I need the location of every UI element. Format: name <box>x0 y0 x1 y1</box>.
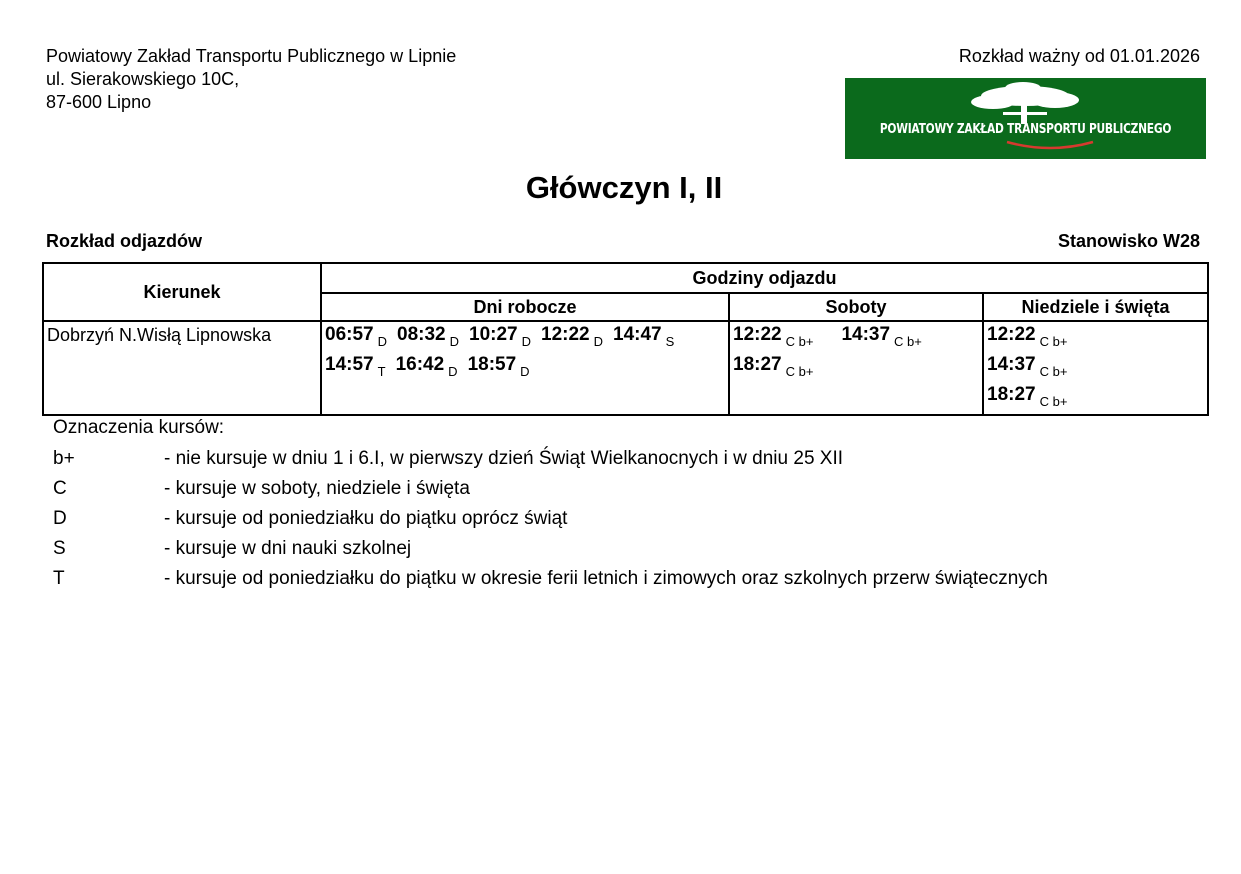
departure-time: 08:32 <box>397 324 446 345</box>
legend-item <box>53 478 1048 508</box>
departure-time: 14:37 <box>841 324 891 345</box>
legend-code: C <box>53 478 67 499</box>
course-code: D <box>521 334 531 349</box>
departure-time: 14:47 <box>613 324 662 345</box>
saturdays-times <box>729 321 983 415</box>
departure <box>395 354 458 379</box>
weekdays-header: Dni robocze <box>321 293 729 321</box>
legend-item <box>53 538 1048 568</box>
platform-label: Stanowisko W28 <box>1057 231 1200 251</box>
course-code: D <box>593 334 603 349</box>
departure-time: 16:42 <box>395 354 445 375</box>
operator-street: ul. Sierakowskiego 10C, <box>46 69 240 89</box>
legend-code: D <box>53 508 67 529</box>
legend-description: - kursuje od poniedziałku do piątku oprócz świąt <box>164 508 568 529</box>
departure-time: 12:22 <box>987 324 1036 345</box>
timetable-label: Rozkład odjazdów <box>46 231 203 251</box>
operator-address <box>46 45 456 114</box>
departure-row <box>325 354 728 384</box>
logo-text: POWIATOWY ZAKŁAD TRANSPORTU PUBLICZNEGO <box>879 122 1172 137</box>
sundays-times <box>983 321 1208 415</box>
course-code: D <box>377 334 387 349</box>
departure <box>733 354 814 379</box>
timetable <box>42 262 1209 416</box>
course-code: C b+ <box>1039 364 1068 379</box>
departure <box>987 324 1068 349</box>
sundays-header: Niedziele i święta <box>983 293 1208 321</box>
departure-time: 12:22 <box>541 324 590 345</box>
legend-description: - kursuje w dni nauki szkolnej <box>164 538 412 559</box>
course-code: C b+ <box>894 334 922 349</box>
table-row <box>43 321 1208 415</box>
operator-logo <box>845 78 1206 159</box>
course-code: D <box>449 334 459 349</box>
departure-time: 10:27 <box>469 324 518 345</box>
departure-time: 14:57 <box>325 354 374 375</box>
course-code: C b+ <box>785 334 814 349</box>
direction-name: Dobrzyń N.Wisłą Lipnowska <box>43 321 321 415</box>
departure-row <box>987 324 1207 354</box>
legend-item <box>53 448 1048 478</box>
departure <box>325 354 386 379</box>
legend-list <box>53 448 1048 598</box>
departure <box>541 324 603 349</box>
departure-row <box>987 354 1207 384</box>
departure-hours-header: Godziny odjazdu <box>321 263 1208 293</box>
course-code: T <box>377 364 386 379</box>
departure-row <box>987 384 1207 414</box>
legend-description: - nie kursuje w dniu 1 i 6.I, w pierwszy dzień Świąt Wielkanocnych i w dniu 25 XII <box>164 448 844 469</box>
departure-row <box>325 324 728 354</box>
departure <box>841 324 922 349</box>
saturdays-header: Soboty <box>729 293 983 321</box>
departure-row <box>733 354 982 384</box>
departure <box>397 324 459 349</box>
departure <box>733 324 814 349</box>
legend-code: b+ <box>53 448 75 469</box>
departure-time: 18:27 <box>987 384 1036 405</box>
course-code: D <box>520 364 530 379</box>
departure <box>325 324 387 349</box>
course-code: C b+ <box>1039 334 1068 349</box>
departure-time: 18:27 <box>733 354 782 375</box>
legend-item <box>53 508 1048 538</box>
direction-header: Kierunek <box>43 263 321 321</box>
departure-time: 18:57 <box>467 354 517 375</box>
departure-time: 12:22 <box>733 324 782 345</box>
departure-row <box>733 324 982 354</box>
course-code: D <box>448 364 458 379</box>
operator-city: 87-600 Lipno <box>46 92 152 112</box>
legend-item <box>53 568 1048 598</box>
departure <box>469 324 531 349</box>
swoosh-icon <box>1005 138 1095 152</box>
departure-time: 06:57 <box>325 324 374 345</box>
legend-description: - kursuje w soboty, niedziele i święta <box>164 478 470 499</box>
legend-title: Oznaczenia kursów: <box>53 417 225 438</box>
departure-time: 14:37 <box>987 354 1036 375</box>
course-code: C b+ <box>1039 394 1068 409</box>
legend-code: S <box>53 538 66 559</box>
legend-description: - kursuje od poniedziałku do piątku w okresie ferii letnich i zimowych oraz szkolnych przerw świątecznych <box>164 568 1048 589</box>
tree-icon <box>963 82 1087 126</box>
departure <box>987 354 1068 379</box>
departure <box>467 354 530 379</box>
course-code: C b+ <box>785 364 814 379</box>
departure <box>987 384 1068 409</box>
legend-code: T <box>53 568 65 589</box>
course-code: S <box>665 334 675 349</box>
valid-from: Rozkład ważny od 01.01.2026 <box>958 46 1200 66</box>
operator-name: Powiatowy Zakład Transportu Publicznego w Lipnie <box>46 46 457 66</box>
stop-name: Główczyn I, II <box>525 170 723 205</box>
departure <box>613 324 675 349</box>
weekdays-times <box>321 321 729 415</box>
